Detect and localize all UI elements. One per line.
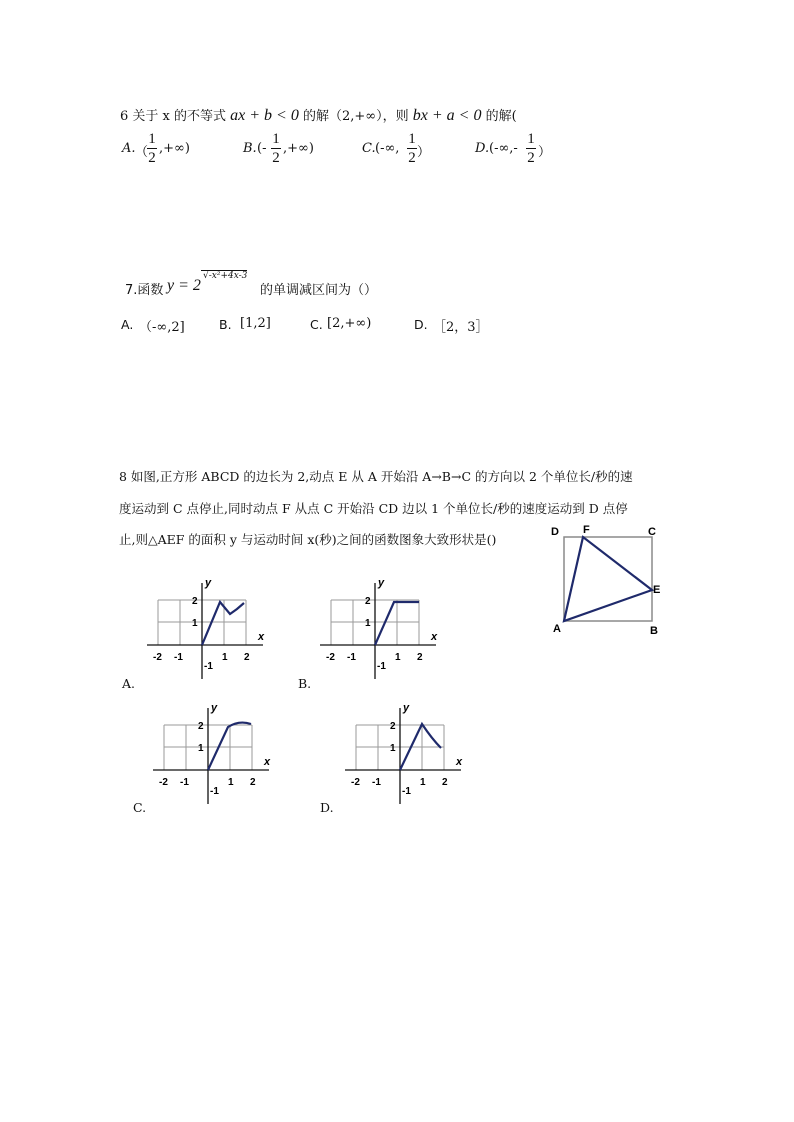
q6-option-fraction: [271, 131, 281, 166]
tick-y: 1: [192, 618, 198, 629]
tick-y: 1: [365, 618, 371, 629]
fraction-numerator: 1: [272, 131, 280, 147]
tick-x: 2: [244, 652, 250, 663]
q6-option-open: (-: [257, 141, 267, 156]
label-c: C: [648, 526, 656, 538]
tick-y: 2: [365, 596, 371, 607]
q7-option-label: B.: [219, 317, 232, 332]
q6-suffix: 的解(: [485, 109, 517, 124]
q6-option-fraction: [407, 131, 417, 166]
q7-option-label: C.: [310, 317, 323, 332]
graph-label-c: C.: [133, 800, 147, 815]
q7-prefix: 7.函数: [125, 283, 164, 298]
q7-function: y = 2: [167, 277, 201, 294]
label-f: F: [583, 524, 590, 536]
q7-option-value: [1,2]: [240, 316, 271, 331]
x-axis-label: x: [431, 631, 438, 643]
graph-option-c[interactable]: [151, 703, 276, 808]
q6-inequality-1: ax + b < 0: [230, 107, 299, 124]
function-curve: [202, 602, 244, 645]
fraction-numerator: 1: [148, 131, 156, 147]
q6-option-fraction: [526, 131, 536, 166]
fraction-denominator: 2: [148, 150, 156, 166]
label-e: E: [653, 584, 661, 596]
tick-y: 1: [390, 743, 396, 754]
x-axis-label: x: [258, 631, 265, 643]
q6-option-label: D.: [475, 141, 490, 156]
q6-stem: [120, 105, 517, 125]
q6-option-label: B.: [243, 141, 257, 156]
y-axis-label: y: [211, 703, 218, 714]
q8-line-2: 度运动到 C 点停止,同时动点 F 从点 C 开始沿 CD 边以 1 个单位长/秒的速度运动到 D 点停: [119, 501, 628, 516]
tick-x: -2: [326, 652, 335, 663]
q7-exponent: √-x²+4x-3: [203, 271, 248, 281]
q7-option-value: （-∞,2]: [139, 320, 185, 335]
graph-label-d: D.: [320, 800, 334, 815]
square-figure: [545, 515, 665, 640]
tick-x: -2: [153, 652, 162, 663]
tick-x: 2: [442, 777, 448, 788]
tick-y: 1: [198, 743, 204, 754]
y-axis-label: y: [205, 578, 212, 589]
x-axis-label: x: [456, 756, 463, 768]
q8-line-1: 8 如图,正方形 ABCD 的边长为 2,动点 E 从 A 开始沿 A→B→C 的方向以 2 个单位长/秒的速: [119, 469, 633, 484]
tick-y: 2: [390, 721, 396, 732]
x-axis-label: x: [264, 756, 271, 768]
q6-option-open: （: [135, 145, 149, 160]
tick-x: -1: [347, 652, 356, 663]
tick-y: 2: [192, 596, 198, 607]
graph-label-b: B.: [298, 676, 312, 691]
tick-y: -1: [210, 786, 219, 797]
q6-option-open: (-∞,: [375, 141, 400, 156]
tick-x: 2: [417, 652, 423, 663]
q6-prefix: 6 关于 x 的不等式: [120, 109, 226, 124]
q6-option-tail: ）: [538, 145, 552, 160]
graph-option-a[interactable]: [145, 578, 270, 683]
label-a: A: [553, 623, 561, 635]
y-axis-label: y: [378, 578, 385, 589]
q6-option-tail: ）: [417, 145, 431, 160]
tick-y: -1: [402, 786, 411, 797]
fraction-denominator: 2: [272, 150, 280, 166]
q7-option-label: A.: [121, 317, 134, 332]
tick-x: 2: [250, 777, 256, 788]
tick-x: -2: [351, 777, 360, 788]
y-axis-label: y: [403, 703, 410, 714]
q6-mid: 的解（2,+∞），则: [302, 109, 409, 124]
tick-y: -1: [377, 661, 386, 672]
tick-x: -1: [180, 777, 189, 788]
q6-option-tail: ,+∞): [283, 141, 314, 156]
tick-y: 2: [198, 721, 204, 732]
tick-x: 1: [395, 652, 401, 663]
tick-x: -2: [159, 777, 168, 788]
tick-x: 1: [228, 777, 234, 788]
label-b: B: [650, 625, 658, 637]
q6-option-open: (-∞,-: [489, 141, 518, 156]
graph-option-b[interactable]: [318, 578, 443, 683]
q6-option-label: C.: [362, 141, 376, 156]
triangle-aef: [564, 537, 652, 621]
graph-option-d[interactable]: [343, 703, 468, 808]
q6-option-fraction: [147, 131, 157, 166]
tick-x: 1: [420, 777, 426, 788]
fraction-denominator: 2: [408, 150, 416, 166]
q6-inequality-2: bx + a < 0: [412, 107, 482, 124]
q8-line-3: 止,则△AEF 的面积 y 与运动时间 x(秒)之间的函数图象大致形状是(): [119, 532, 497, 547]
q7-option-value: [2,+∞): [327, 316, 372, 331]
q6-option-tail: ,+∞): [159, 141, 190, 156]
fraction-denominator: 2: [527, 150, 535, 166]
q7-suffix: 的单调减区间为（）: [260, 283, 378, 298]
tick-y: -1: [204, 661, 213, 672]
tick-x: -1: [372, 777, 381, 788]
tick-x: -1: [174, 652, 183, 663]
graph-label-a: A.: [122, 676, 136, 691]
q7-option-label: D.: [414, 317, 428, 332]
fraction-numerator: 1: [527, 131, 535, 147]
tick-x: 1: [222, 652, 228, 663]
label-d: D: [551, 526, 559, 538]
fraction-numerator: 1: [408, 131, 416, 147]
q6-option-label: A.: [122, 141, 136, 156]
q7-option-value: ［2，3］: [433, 320, 489, 335]
